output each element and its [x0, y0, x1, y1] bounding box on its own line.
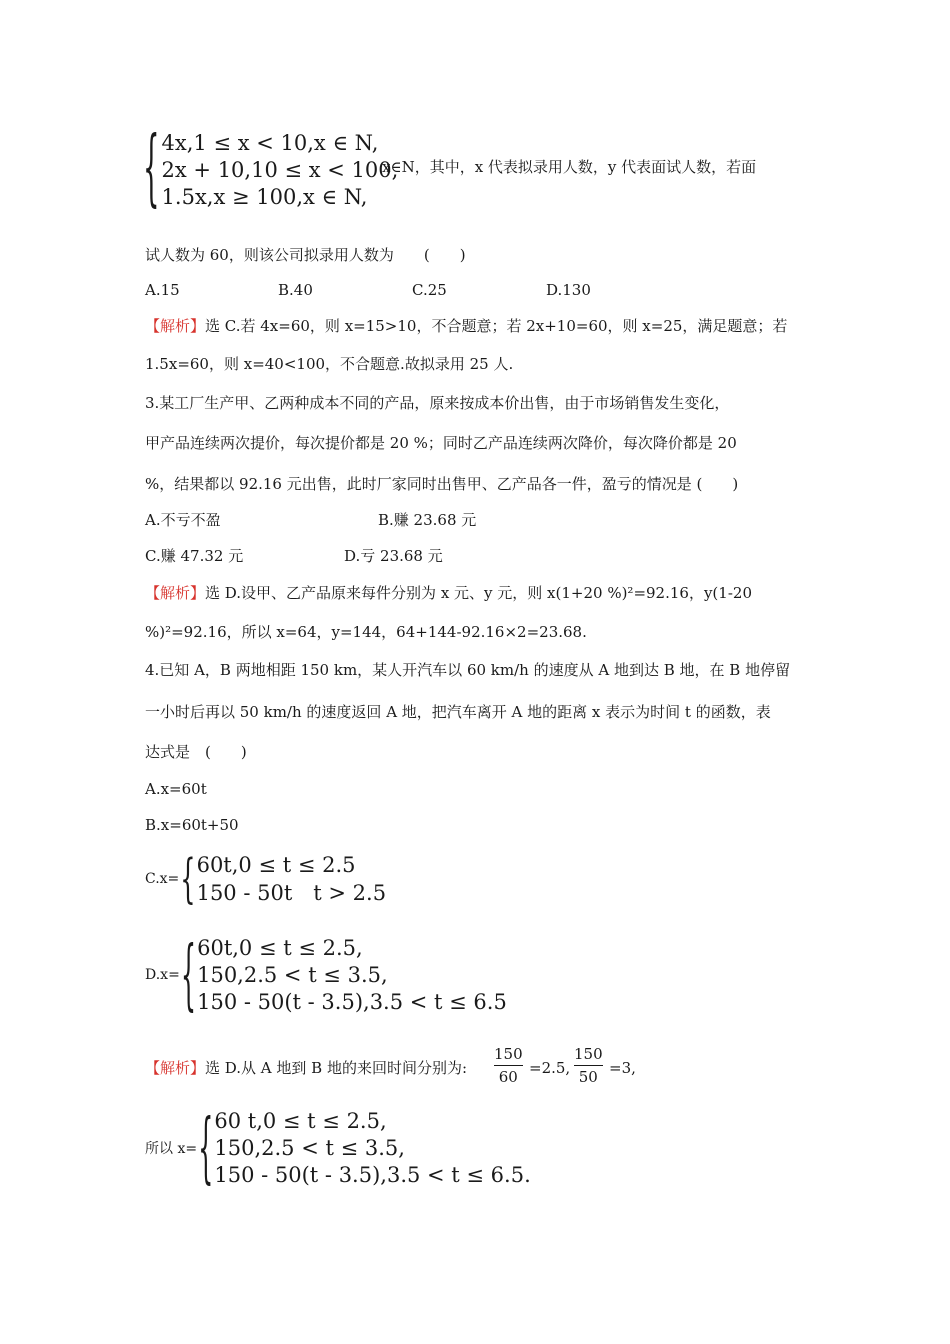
so-case3: 150 - 50(t - 3.5),3.5 < t ≤ 6.5.: [214, 1163, 531, 1187]
q4-line1: 4.已知 A，B 两地相距 150 km，某人开汽车以 60 km/h 的速度从 A 地到达 B 地，在 B 地停留: [145, 661, 791, 679]
q4-option-c-case1: 60t,0 ≤ t ≤ 2.5: [196, 853, 356, 877]
q3-option-a: A.不亏不盈: [145, 511, 221, 529]
brace-icon: {: [198, 1103, 214, 1193]
frac2-numerator: 150: [574, 1045, 603, 1063]
q3-line1: 3.某工厂生产甲、乙两种成本不同的产品，原来按成本价出售，由于市场销售发生变化，: [145, 394, 730, 412]
q2-option-a: A.15: [145, 281, 180, 299]
q2-case1: 4x,1 ≤ x < 10,x ∈ N,: [161, 131, 379, 155]
q4-option-d: [145, 930, 507, 1020]
brace-icon: {: [180, 930, 197, 1020]
q2-option-c: C.25: [412, 281, 447, 299]
q4-option-c-case2: 150 - 50t t > 2.5: [196, 881, 387, 905]
so-prefix: 所以 x=: [145, 1141, 198, 1157]
q4-option-c: [145, 848, 387, 910]
q3-line2: 甲产品连续两次提价，每次提价都是 20 %；同时乙产品连续两次降价，每次降价都是 20: [145, 434, 737, 452]
q2-case2: 2x + 10,10 ≤ x < 100,: [161, 158, 399, 182]
so-case1: 60 t,0 ≤ t ≤ 2.5,: [214, 1109, 387, 1133]
q4-option-d-case2: 150,2.5 < t ≤ 3.5,: [197, 963, 388, 987]
frac1-numerator: 150: [494, 1045, 523, 1063]
q4-line3: 达式是 ( ): [145, 743, 247, 761]
q3-line3: %，结果都以 92.16 元出售，此时厂家同时出售甲、乙产品各一件，盈亏的情况是 ( ): [145, 475, 739, 493]
q4-option-c-prefix: C.x=: [145, 871, 180, 887]
q4-analysis-line: [145, 1058, 467, 1078]
analysis-tag: 【解析】: [145, 1059, 206, 1077]
frac1-denominator: 60: [498, 1068, 518, 1086]
frac2-denominator: 50: [578, 1068, 598, 1086]
q2-option-d: D.130: [546, 281, 591, 299]
q3-option-c: C.赚 47.32 元: [145, 547, 244, 565]
q4-option-d-prefix: D.x=: [145, 967, 180, 983]
analysis-tag: 【解析】: [145, 584, 206, 602]
q4-option-c-cases: [197, 852, 386, 906]
brace-icon: {: [143, 122, 160, 218]
q2-analysis-line2: 1.5x=60，则 x=40<100，不合题意.故拟录用 25 人.: [145, 355, 514, 373]
q3-analysis-line1: [145, 583, 752, 603]
q4-option-d-cases: [197, 935, 507, 1015]
q4-option-d-case1: 60t,0 ≤ t ≤ 2.5,: [197, 936, 363, 960]
fraction-bar: [494, 1065, 523, 1066]
so-case2: 150,2.5 < t ≤ 3.5,: [214, 1136, 405, 1160]
q2-tail: x∈N，其中，x 代表拟录用人数，y 代表面试人数，若面: [382, 158, 757, 176]
q4-result-cases: [214, 1108, 530, 1188]
brace-icon: {: [180, 848, 196, 910]
q2-cases: [162, 130, 399, 210]
analysis-tag: 【解析】: [145, 317, 206, 335]
q4-option-b: B.x=60t+50: [145, 816, 239, 834]
q2-piecewise: [143, 122, 399, 218]
q2-case3: 1.5x,x ≥ 100,x ∈ N,: [161, 185, 368, 209]
q4-result-piecewise: [145, 1103, 531, 1193]
q4-line2: 一小时后再以 50 km/h 的速度返回 A 地，把汽车离开 A 地的距离 x 表示为时间 t 的函数，表: [145, 703, 771, 721]
q4-option-d-case3: 150 - 50(t - 3.5),3.5 < t ≤ 6.5: [197, 990, 507, 1014]
q3-option-d: D.亏 23.68 元: [344, 547, 443, 565]
fraction-150-50: [574, 1045, 603, 1086]
fraction-bar: [574, 1065, 603, 1066]
q4-option-a: A.x=60t: [145, 780, 207, 798]
q2-analysis-text1: 选 C.若 4x=60，则 x=15>10，不合题意；若 2x+10=60，则 x=25，满足题意；若: [205, 317, 788, 335]
q3-option-b: B.赚 23.68 元: [378, 511, 477, 529]
fraction-150-60: [494, 1045, 523, 1086]
q2-option-b: B.40: [278, 281, 313, 299]
frac1-value: =2.5,: [529, 1059, 571, 1077]
q3-analysis-text1: 选 D.设甲、乙产品原来每件分别为 x 元、y 元，则 x(1+20 %)²=92.16，y(1-20: [205, 584, 752, 602]
frac2-value: =3,: [609, 1059, 636, 1077]
q3-analysis-line2: %)²=92.16，所以 x=64，y=144，64+144-92.16×2=23.68.: [145, 623, 587, 641]
q2-line2: 试人数为 60，则该公司拟录用人数为 ( ): [145, 246, 466, 264]
q2-analysis-line1: [145, 316, 787, 336]
q4-analysis-text: 选 D.从 A 地到 B 地的来回时间分别为:: [205, 1059, 468, 1077]
